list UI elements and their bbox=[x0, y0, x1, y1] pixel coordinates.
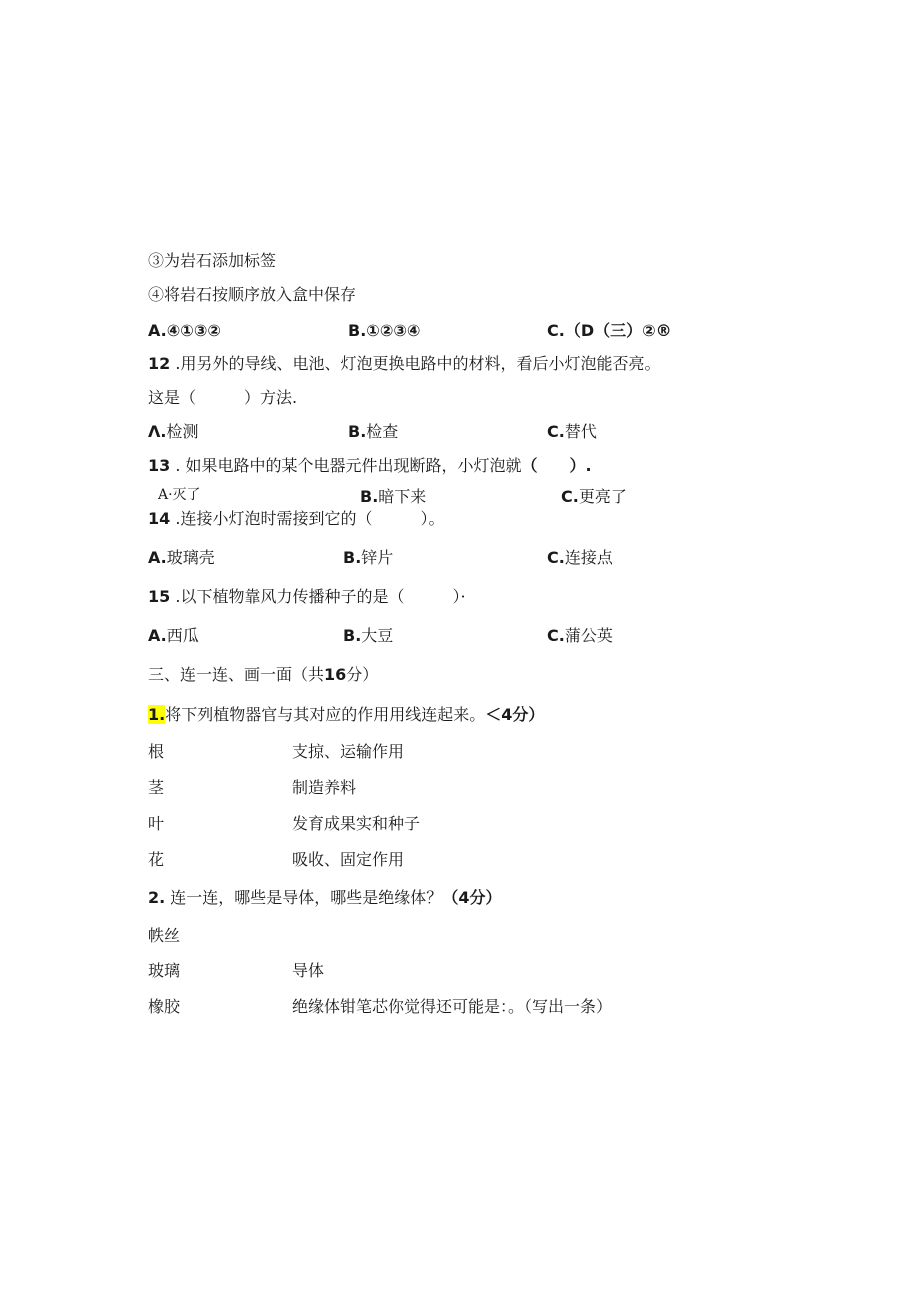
q12-option-c bbox=[547, 421, 597, 443]
s3q2-number: 2. bbox=[148, 888, 166, 907]
s3q2-text: 连一连，哪些是导体，哪些是绝缘体？ bbox=[165, 888, 443, 907]
q13-option-b-text: 暗下来 bbox=[378, 487, 427, 506]
q13-option-c-text: 更亮了 bbox=[578, 487, 627, 506]
s3q1-number: 1. bbox=[148, 705, 166, 724]
q14-option-c-text: 连接点 bbox=[564, 548, 613, 567]
s3q2-left-0: 帙丝 bbox=[148, 926, 181, 945]
section-3-title-pre: 三、连一连、画一面（共 bbox=[148, 665, 325, 684]
q13-stem bbox=[148, 455, 592, 477]
q12-text: .用另外的导线、电池、灯泡更换电路中的材料，看后小灯泡能否亮。 bbox=[170, 354, 661, 373]
q12-stem-2: 这是（ ）方法. bbox=[148, 388, 298, 407]
q15-stem bbox=[148, 586, 466, 608]
q15-option-b bbox=[343, 625, 393, 647]
s3q2-left-1: 玻璃 bbox=[148, 961, 181, 980]
q13-option-c-letter: C. bbox=[561, 487, 579, 506]
q15-number: 15 bbox=[148, 587, 171, 606]
q15-option-c bbox=[547, 625, 613, 647]
q11-option-a: A.④①③② bbox=[148, 321, 221, 340]
step-3-text: ③为岩石添加标签 bbox=[148, 251, 277, 270]
q14-option-a-letter: A. bbox=[148, 548, 167, 567]
s3q1-right-1: 制造养料 bbox=[292, 778, 357, 797]
step-4-text: ④将岩石按顺序放入盒中保存 bbox=[148, 285, 357, 304]
q12-option-a-text: 检测 bbox=[166, 422, 199, 441]
s3q2-right-1: 导体 bbox=[292, 961, 325, 980]
q14-option-a-text: 玻璃壳 bbox=[166, 548, 215, 567]
q12-option-a-letter: Λ. bbox=[148, 422, 167, 441]
q15-option-c-text: 蒲公英 bbox=[564, 626, 613, 645]
s3q1-left-3: 花 bbox=[148, 850, 165, 869]
q14-option-b-letter: B. bbox=[343, 548, 362, 567]
q15-option-a-letter: A. bbox=[148, 626, 167, 645]
s3q1-right-0: 支掠、运输作用 bbox=[292, 742, 405, 761]
s3q1-left-0: 根 bbox=[148, 742, 165, 761]
q14-option-a bbox=[148, 547, 215, 569]
s3q1-right-2: 发育成果实和种子 bbox=[292, 814, 421, 833]
q14-option-c-letter: C. bbox=[547, 548, 565, 567]
s3q1-right-3: 吸收、固定作用 bbox=[292, 850, 405, 869]
q15-option-b-letter: B. bbox=[343, 626, 362, 645]
s3q1-left-2: 叶 bbox=[148, 814, 165, 833]
q14-text: .连接小灯泡时需接到它的（ ）。 bbox=[170, 509, 445, 528]
q13-text: . 如果电路中的某个电器元件出现断路，小灯泡就 bbox=[170, 456, 522, 475]
q13-option-c bbox=[561, 486, 627, 508]
section-3-title-num: 16 bbox=[324, 665, 347, 684]
q15-option-a bbox=[148, 625, 199, 647]
s3q1-text: 将下列植物器官与其对应的作用用线连起来。 bbox=[165, 705, 486, 724]
q15-option-b-text: 大豆 bbox=[361, 626, 394, 645]
q13-number: 13 bbox=[148, 456, 171, 475]
q14-option-b-text: 锌片 bbox=[361, 548, 394, 567]
s3q1-left-1: 茎 bbox=[148, 778, 165, 797]
q13-option-b bbox=[360, 486, 426, 508]
section-3-title-post: 分） bbox=[346, 665, 379, 684]
q13-paren: （ ）. bbox=[521, 456, 592, 475]
q15-option-a-text: 西瓜 bbox=[166, 626, 199, 645]
q15-option-c-letter: C. bbox=[547, 626, 565, 645]
q14-option-b bbox=[343, 547, 393, 569]
section-3-title bbox=[148, 664, 378, 686]
q11-option-c: C.（D（三）②® bbox=[547, 321, 672, 340]
q12-option-b-letter: B. bbox=[348, 422, 367, 441]
s3q1-stem bbox=[148, 704, 544, 726]
q12-option-c-letter: C. bbox=[547, 422, 565, 441]
q14-option-c bbox=[547, 547, 613, 569]
q15-text: .以下植物靠风力传播种子的是（ ）· bbox=[170, 587, 466, 606]
s3q2-left-2: 橡胶 bbox=[148, 997, 181, 1016]
q14-stem bbox=[148, 508, 444, 530]
q13-option-a: A·灭了 bbox=[158, 487, 201, 503]
q12-number: 12 bbox=[148, 354, 171, 373]
s3q1-score: ＜4分） bbox=[485, 705, 545, 724]
q14-number: 14 bbox=[148, 509, 171, 528]
q12-option-c-text: 替代 bbox=[564, 422, 597, 441]
s3q2-score: （4分） bbox=[442, 888, 502, 907]
q12-stem bbox=[148, 353, 660, 375]
q13-option-b-letter: B. bbox=[360, 487, 379, 506]
s3q2-stem bbox=[148, 887, 501, 909]
q11-option-b: B.①②③④ bbox=[348, 321, 421, 340]
s3q2-right-2: 绝缘体钳笔芯你觉得还可能是：。（写出一条） bbox=[292, 997, 613, 1016]
q12-option-a bbox=[148, 421, 198, 443]
q12-option-b bbox=[348, 421, 398, 443]
q12-option-b-text: 检查 bbox=[366, 422, 399, 441]
